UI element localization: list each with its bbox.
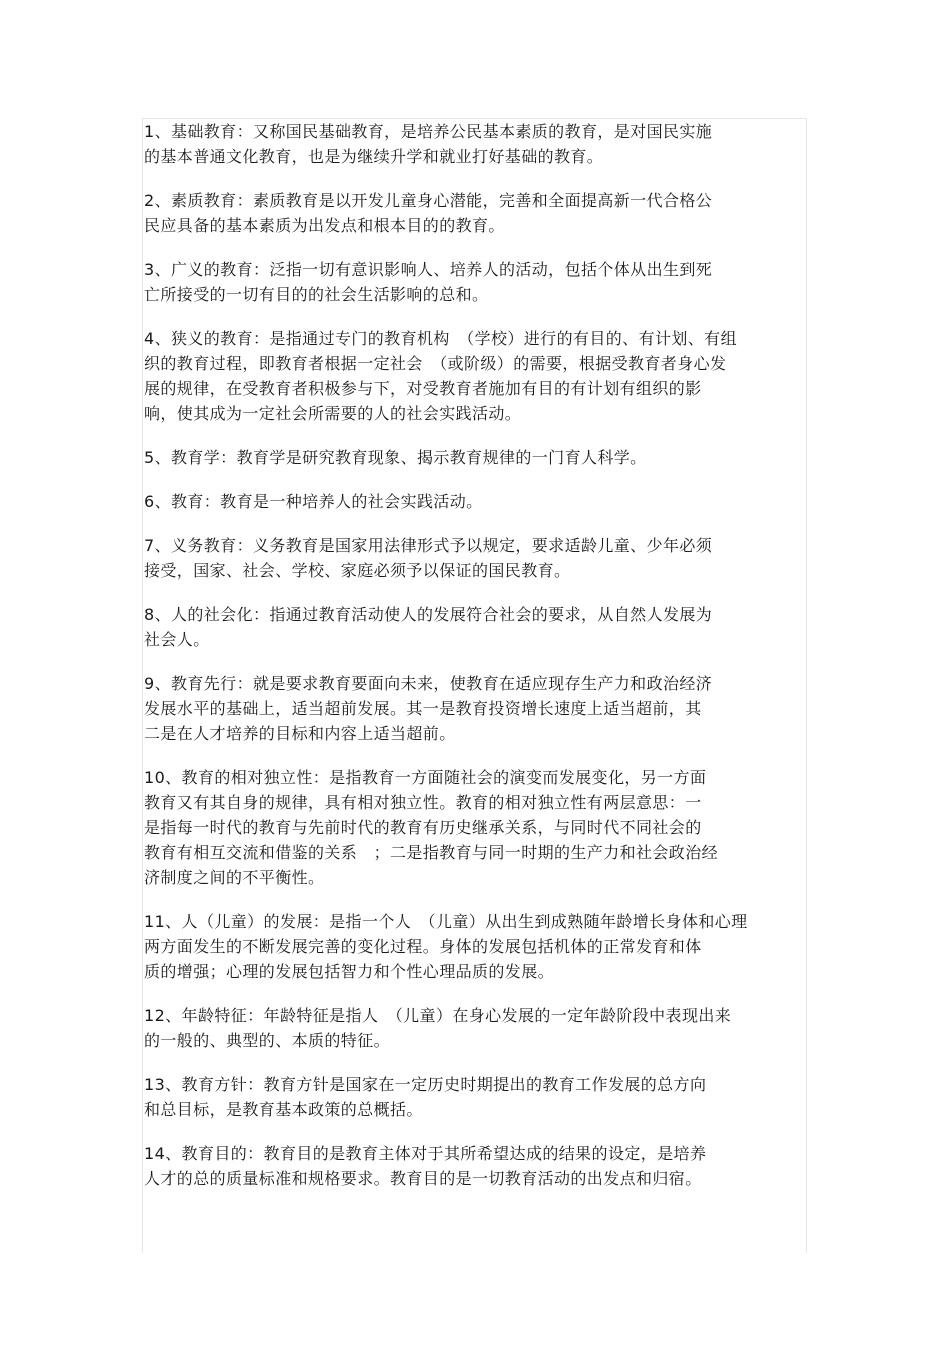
entry-line: 13、教育方针：教育方针是国家在一定历史时期提出的教育工作发展的总方向 xyxy=(144,1075,707,1094)
entry-line: 济制度之间的不平衡性。 xyxy=(144,868,325,887)
entry-line: 社会人。 xyxy=(144,630,210,649)
entry-line: 织的教育过程，即教育者根据一定社会 （或阶级）的需要，根据受教育者身心发 xyxy=(144,354,727,373)
definition-entry-14 xyxy=(144,1141,794,1191)
entry-line: 和总目标，是教育基本政策的总概括。 xyxy=(144,1100,423,1119)
entry-line: 2、素质教育：素质教育是以开发儿童身心潜能，完善和全面提高新一代合格公 xyxy=(144,191,713,210)
definition-entry-11 xyxy=(144,909,794,984)
entry-line: 的一般的、典型的、本质的特征。 xyxy=(144,1031,391,1050)
entry-line: 是指每一时代的教育与先前时代的教育有历史继承关系，与同时代不同社会的 xyxy=(144,818,702,837)
definition-entry-9 xyxy=(144,671,794,746)
entry-line: 的基本普通文化教育，也是为继续升学和就业打好基础的教育。 xyxy=(144,147,604,166)
entry-line: 5、教育学：教育学是研究教育现象、揭示教育规律的一门育人科学。 xyxy=(144,448,647,467)
entry-line: 亡所接受的一切有目的的社会生活影响的总和。 xyxy=(144,285,489,304)
entry-line: 11、人（儿童）的发展：是指一个人 （儿童）从出生到成熟随年龄增长身体和心理 xyxy=(144,912,748,931)
entry-line: 两方面发生的不断发展完善的变化过程。身体的发展包括机体的正常发育和体 xyxy=(144,937,702,956)
definition-entry-5 xyxy=(144,445,794,470)
entry-line: 3、广义的教育：泛指一切有意识影响人、培养人的活动，包括个体从出生到死 xyxy=(144,260,713,279)
entry-line: 接受，国家、社会、学校、家庭必须予以保证的国民教育。 xyxy=(144,561,571,580)
entry-line: 教育又有其自身的规律，具有相对独立性。教育的相对独立性有两层意思：一 xyxy=(144,793,702,812)
definition-entry-12 xyxy=(144,1003,794,1053)
definition-entry-7 xyxy=(144,533,794,583)
entry-line: 展的规律，在受教育者积极参与下，对受教育者施加有目的有计划有组织的影 xyxy=(144,379,702,398)
entry-line: 8、人的社会化：指通过教育活动使人的发展符合社会的要求，从自然人发展为 xyxy=(144,605,713,624)
definition-entry-13 xyxy=(144,1072,794,1122)
entry-line: 教育有相互交流和借鉴的关系 ；二是指教育与同一时期的生产力和社会政治经 xyxy=(144,843,719,862)
entry-line: 1、基础教育：又称国民基础教育，是培养公民基本素质的教育，是对国民实施 xyxy=(144,122,713,141)
entry-line: 9、教育先行：就是要求教育要面向未来，使教育在适应现存生产力和政治经济 xyxy=(144,674,713,693)
entry-line: 7、义务教育：义务教育是国家用法律形式予以规定，要求适龄儿童、少年必须 xyxy=(144,536,713,555)
definition-entry-6 xyxy=(144,489,794,514)
definition-entry-8 xyxy=(144,602,794,652)
entry-line: 质的增强；心理的发展包括智力和个性心理品质的发展。 xyxy=(144,962,555,981)
entry-line: 民应具备的基本素质为出发点和根本目的的教育。 xyxy=(144,216,505,235)
entry-line: 10、教育的相对独立性：是指教育一方面随社会的演变而发展变化，另一方面 xyxy=(144,768,707,787)
entry-line: 6、教育：教育是一种培养人的社会实践活动。 xyxy=(144,492,483,511)
entry-line: 二是在人才培养的目标和内容上适当超前。 xyxy=(144,724,456,743)
entry-line: 4、狭义的教育：是指通过专门的教育机构 （学校）进行的有目的、有计划、有组 xyxy=(144,329,737,348)
entry-line: 发展水平的基础上，适当超前发展。其一是教育投资增长速度上适当超前，其 xyxy=(144,699,702,718)
definition-entry-1 xyxy=(144,119,794,169)
entry-line: 人才的总的质量标准和规格要求。教育目的是一切教育活动的出发点和归宿。 xyxy=(144,1169,702,1188)
definition-entry-10 xyxy=(144,765,794,890)
definition-entry-3 xyxy=(144,257,794,307)
entry-line: 14、教育目的：教育目的是教育主体对于其所希望达成的结果的设定，是培养 xyxy=(144,1144,707,1163)
definition-entry-2 xyxy=(144,188,794,238)
document-body xyxy=(144,119,794,1210)
definition-entry-4 xyxy=(144,326,794,426)
entry-line: 12、年龄特征：年龄特征是指人 （儿童）在身心发展的一定年龄阶段中表现出来 xyxy=(144,1006,732,1025)
entry-line: 响，使其成为一定社会所需要的人的社会实践活动。 xyxy=(144,404,522,423)
